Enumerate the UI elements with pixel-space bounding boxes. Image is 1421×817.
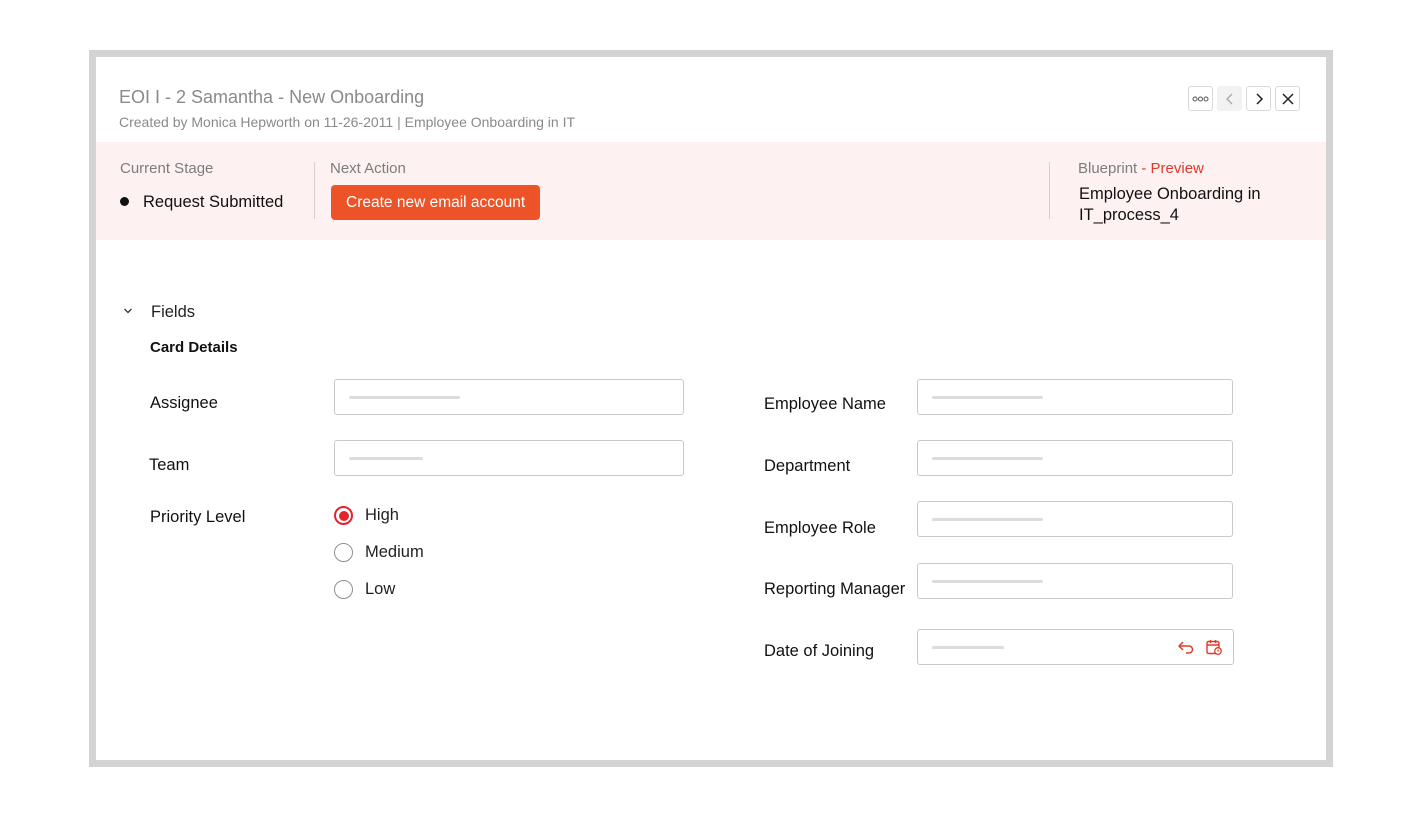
date-of-joining-label: Date of Joining bbox=[764, 642, 875, 660]
create-email-account-button[interactable]: Create new email account bbox=[331, 185, 540, 220]
close-icon bbox=[1282, 93, 1294, 105]
more-options-button[interactable] bbox=[1188, 86, 1213, 111]
more-icon bbox=[1192, 96, 1209, 102]
priority-option-label: Medium bbox=[365, 543, 424, 561]
priority-option-low[interactable] bbox=[334, 580, 395, 599]
assignee-input[interactable] bbox=[334, 379, 684, 415]
employee-name-label: Employee Name bbox=[764, 395, 886, 413]
next-action-label: Next Action bbox=[330, 160, 406, 177]
chevron-down-icon bbox=[123, 307, 133, 315]
employee-role-input[interactable] bbox=[917, 501, 1233, 537]
date-actions bbox=[1177, 638, 1223, 661]
previous-record-button[interactable] bbox=[1217, 86, 1242, 111]
undo-icon bbox=[1177, 638, 1195, 656]
assignee-label: Assignee bbox=[150, 394, 218, 412]
record-title: EOI I - 2 Samantha - New Onboarding bbox=[119, 87, 425, 107]
employee-name-input[interactable] bbox=[917, 379, 1233, 415]
reporting-manager-input[interactable] bbox=[917, 563, 1233, 599]
record-subtitle: Created by Monica Hepworth on 11-26-2011 | Employee Onboarding in IT bbox=[119, 114, 576, 130]
blueprint-label-text: Blueprint bbox=[1078, 160, 1138, 177]
stage-divider bbox=[314, 162, 315, 219]
chevron-left-icon bbox=[1225, 93, 1235, 105]
input-placeholder-bar bbox=[349, 457, 423, 460]
radio-selected-icon[interactable] bbox=[334, 506, 353, 525]
blueprint-preview-link[interactable]: - Preview bbox=[1137, 160, 1204, 177]
input-placeholder-bar bbox=[932, 580, 1043, 583]
priority-level-label: Priority Level bbox=[150, 508, 246, 526]
date-of-joining-input[interactable] bbox=[917, 629, 1234, 665]
reporting-manager-label: Reporting Manager bbox=[764, 580, 906, 598]
priority-option-high[interactable] bbox=[334, 506, 399, 525]
stage-bar bbox=[96, 142, 1326, 240]
current-stage-value: Request Submitted bbox=[143, 193, 284, 211]
department-label: Department bbox=[764, 457, 851, 475]
blueprint-label bbox=[1078, 160, 1204, 177]
team-label: Team bbox=[149, 456, 190, 474]
employee-role-label: Employee Role bbox=[764, 519, 876, 537]
input-placeholder-bar bbox=[932, 396, 1043, 399]
record-dialog bbox=[89, 50, 1333, 767]
stage-dot-icon bbox=[120, 197, 129, 206]
chevron-right-icon bbox=[1254, 93, 1264, 105]
calendar-button[interactable] bbox=[1205, 638, 1223, 661]
next-record-button[interactable] bbox=[1246, 86, 1271, 111]
input-placeholder-bar bbox=[932, 646, 1004, 649]
radio-unselected-icon[interactable] bbox=[334, 543, 353, 562]
input-placeholder-bar bbox=[932, 518, 1043, 521]
department-input[interactable] bbox=[917, 440, 1233, 476]
fields-toggle[interactable] bbox=[123, 302, 133, 320]
close-button[interactable] bbox=[1275, 86, 1300, 111]
priority-option-label: Low bbox=[365, 580, 396, 598]
input-placeholder-bar bbox=[349, 396, 460, 399]
radio-unselected-icon[interactable] bbox=[334, 580, 353, 599]
card-details-title: Card Details bbox=[150, 339, 238, 356]
blueprint-divider bbox=[1049, 162, 1050, 219]
priority-option-medium[interactable] bbox=[334, 543, 424, 562]
priority-option-label: High bbox=[365, 506, 399, 524]
undo-button[interactable] bbox=[1177, 638, 1195, 661]
blueprint-value: Employee Onboarding in IT_process_4 bbox=[1079, 185, 1261, 224]
window-controls bbox=[1188, 86, 1300, 111]
calendar-clock-icon bbox=[1205, 638, 1223, 656]
current-stage-label: Current Stage bbox=[120, 160, 214, 177]
input-placeholder-bar bbox=[932, 457, 1043, 460]
team-input[interactable] bbox=[334, 440, 684, 476]
fields-section-title: Fields bbox=[151, 303, 196, 321]
